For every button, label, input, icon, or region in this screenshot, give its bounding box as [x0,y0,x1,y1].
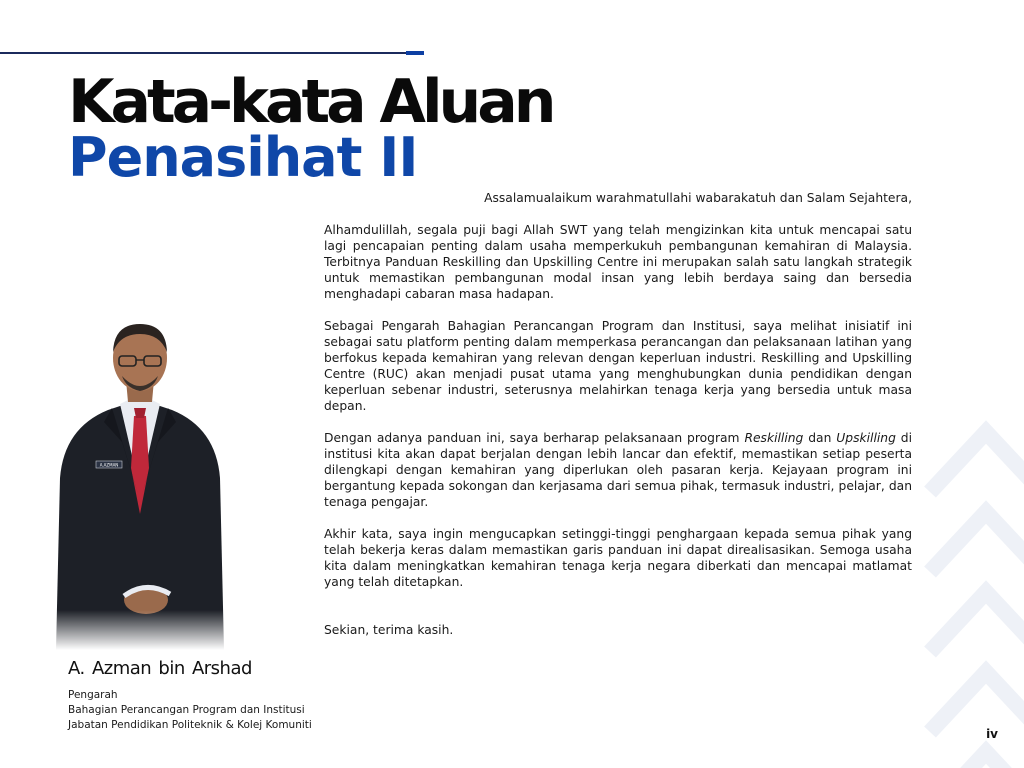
page-number: iv [986,727,998,741]
term-reskilling: Reskilling [744,431,804,445]
person-department: Jabatan Pendidikan Politeknik & Kolej Komuniti [68,719,312,731]
name-tag-label: A.AZMAN [99,462,119,468]
top-divider-line [0,52,406,54]
letter-paragraph-4: Akhir kata, saya ingin mengucapkan setinggi-tinggi penghargaan kepada semua pihak yang telah bekerja keras dalam memastikan garis panduan ini dapat direalisasikan. Semoga usaha kita dalam meningkatkan kemahiran tenaga kerja negara diberkati dan mencapai matlamat yang telah ditetapkan. [324,527,912,589]
letter-closing: Sekian, terima kasih. [324,623,454,637]
page-subtitle: Penasihat II [68,126,418,189]
letter-greeting: Assalamualaikum warahmatullahi wabarakatuh dan Salam Sejahtera, [484,191,912,205]
letter-body [324,222,912,638]
person-position: Pengarah [68,689,118,701]
paragraph-3-text-c: di institusi kita akan dapat berjalan dengan lebih lancar dan efektif, memastikan setiap peserta dilengkapi dengan kemahiran yang diperlukan oleh pasaran kerja. Kejayaan program ini bergantung kepada sokongan dan kerjasama dari semua pihak, termasuk industri, pelajar, dan tenaga pengajar. [324,431,913,509]
chevron-pattern-icon [916,402,1024,768]
letter-paragraph-3 [324,430,912,510]
page-title: Kata-kata Aluan [68,67,553,137]
person-name: A. Azman bin Arshad [68,658,252,679]
top-divider-accent [406,51,424,55]
paragraph-3-text-b: dan [803,431,837,445]
portrait-fade [50,610,230,650]
person-division: Bahagian Perancangan Program dan Institusi [68,704,305,716]
paragraph-3-text-a: Dengan adanya panduan ini, saya berharap pelaksanaan program [324,431,745,445]
letter-paragraph-1: Alhamdulillah, segala puji bagi Allah SWT yang telah mengizinkan kita untuk mencapai satu lagi pencapaian penting dalam usaha memperkukuh pembangunan kemahiran di Malaysia. Terbitnya Panduan Reskilling dan Upskilling Centre ini merupakan salah satu langkah strategik untuk memastikan pembangunan modal insan yang lebih berdaya saing dan bersedia menghadapi cabaran masa hadapan. [324,223,912,301]
portrait-photo [50,318,230,650]
term-upskilling: Upskilling [836,431,896,445]
letter-paragraph-2: Sebagai Pengarah Bahagian Perancangan Program dan Institusi, saya melihat inisiatif ini sebagai satu platform penting dalam memperkasa perancangan dan pelaksanaan latihan yang berfokus kepada kemahiran yang relevan dengan keperluan industri. Reskilling and Upskilling Centre (RUC) akan menjadi pusat utama yang menghubungkan dunia pendidikan dengan keperluan sebenar industri, seterusnya melahirkan tenaga kerja yang bersedia untuk masa depan. [324,319,912,413]
person-designation [68,688,312,733]
